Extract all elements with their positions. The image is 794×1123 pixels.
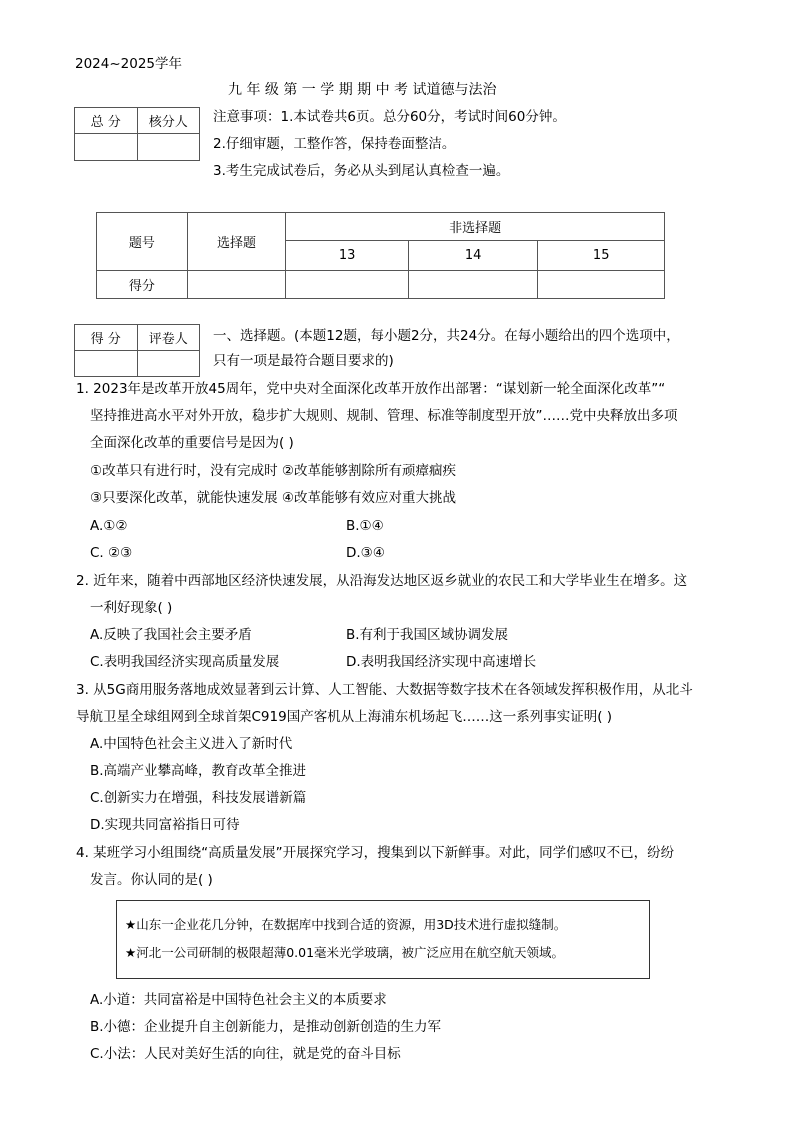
- q2-option-d[interactable]: D.表明我国经济实现中高速增长: [346, 654, 537, 670]
- q1-statements-2: ③只要深化改革，就能快速发展 ④改革能够有效应对重大挑战: [90, 490, 456, 506]
- q2-option-c[interactable]: C.表明我国经济实现高质量发展: [90, 654, 280, 670]
- q3-option-a[interactable]: A.中国特色社会主义进入了新时代: [90, 736, 293, 752]
- choice-label: 选择题: [187, 213, 286, 271]
- score-table: [96, 212, 665, 299]
- section-score-cell: [75, 351, 138, 377]
- grader-header: 评卷人: [137, 325, 200, 351]
- school-year: 2024~2025学年: [75, 56, 183, 72]
- total-score-header: 总 分: [75, 108, 138, 134]
- total-score-box: [74, 107, 200, 161]
- q2-option-b[interactable]: B.有利于我国区域协调发展: [346, 627, 509, 643]
- q1-option-c[interactable]: C. ②③: [90, 545, 133, 561]
- score-cell-15: [538, 271, 665, 299]
- q3-option-c[interactable]: C.创新实力在增强，科技发展谱新篇: [90, 790, 307, 806]
- q3-line-1: 3. 从5G商用服务落地成效显著到云计算、人工智能、大数据等数字技术在各领域发挥积极作用，从北斗: [76, 682, 693, 698]
- q2-line-1: 2. 近年来，随着中西部地区经济快速发展，从沿海发达地区返乡就业的农民工和大学毕业生在增多。这: [76, 573, 688, 589]
- question-number-label: 题号: [97, 213, 188, 271]
- q2-option-a[interactable]: A.反映了我国社会主要矛盾: [90, 627, 252, 643]
- q1-line-3: 全面深化改革的重要信号是因为( ): [90, 435, 294, 451]
- q2-line-2: 一利好现象( ): [90, 600, 173, 616]
- note-line-2: 2.仔细审题，工整作答，保持卷面整洁。: [213, 136, 456, 152]
- q1-option-b[interactable]: B.①④: [346, 518, 384, 534]
- q4-news-box: [116, 900, 650, 979]
- q4-option-c[interactable]: C.小法：人民对美好生活的向往，就是党的奋斗目标: [90, 1046, 401, 1062]
- q4-line-1: 4. 某班学习小组围绕“高质量发展”开展探究学习，搜集到以下新鲜事。对此，同学们感叹不已，纷纷: [76, 845, 675, 861]
- nonchoice-label: 非选择题: [286, 213, 665, 241]
- q4-option-a[interactable]: A.小道：共同富裕是中国特色社会主义的本质要求: [90, 992, 387, 1008]
- score-cell-14: [408, 271, 538, 299]
- section-score-header: 得 分: [75, 325, 138, 351]
- q1-statements-1: ①改革只有进行时，没有完成时 ②改革能够割除所有顽瘴痼疾: [90, 463, 456, 479]
- q3-option-d[interactable]: D.实现共同富裕指日可待: [90, 817, 240, 833]
- q3-line-2: 导航卫星全球组网到全球首架C919国产客机从上海浦东机场起飞……这一系列事实证明( ): [76, 709, 613, 725]
- q-number-15: 15: [538, 241, 665, 271]
- score-cell-choice: [187, 271, 286, 299]
- note-line-1: 注意事项：1.本试卷共6页。总分60分，考试时间60分钟。: [213, 109, 566, 125]
- score-row-label: 得分: [97, 271, 188, 299]
- note-line-3: 3.考生完成试卷后，务必从头到尾认真检查一遍。: [213, 163, 510, 179]
- q3-option-b[interactable]: B.高端产业攀高峰，教育改革全推进: [90, 763, 307, 779]
- q4-line-2: 发言。你认同的是( ): [90, 872, 213, 888]
- q1-line-1: 1. 2023年是改革开放45周年，党中央对全面深化改革开放作出部署：“谋划新一轮全面深化改革”“: [76, 381, 666, 397]
- section-heading-line-1: 一、选择题。(本题12题，每小题2分，共24分。在每小题给出的四个选项中，: [213, 328, 680, 344]
- q1-option-a[interactable]: A.①②: [90, 518, 128, 534]
- q4-option-b[interactable]: B.小德：企业提升自主创新能力，是推动创新创造的生力军: [90, 1019, 442, 1035]
- q1-line-2: 坚持推进高水平对外开放，稳步扩大规则、规制、管理、标准等制度型开放”……党中央释放出多项: [90, 408, 678, 424]
- q4-news-item-1: ★山东一企业花几分钟，在数据库中找到合适的资源，用3D技术进行虚拟缝制。: [125, 917, 567, 932]
- q-number-14: 14: [408, 241, 538, 271]
- exam-title: 九 年 级 第 一 学 期 期 中 考 试道德与法治: [228, 82, 497, 98]
- q1-option-d[interactable]: D.③④: [346, 545, 385, 561]
- q4-news-item-2: ★河北一公司研制的极限超薄0.01毫米光学玻璃，被广泛应用在航空航天领域。: [125, 945, 565, 960]
- total-score-cell: [75, 134, 138, 161]
- q-number-13: 13: [286, 241, 409, 271]
- score-cell-13: [286, 271, 409, 299]
- section-heading-line-2: 只有一项是最符合题目要求的): [213, 353, 394, 369]
- checker-cell: [137, 134, 200, 161]
- grader-box: [74, 324, 200, 377]
- checker-header: 核分人: [137, 108, 200, 134]
- grader-cell: [137, 351, 200, 377]
